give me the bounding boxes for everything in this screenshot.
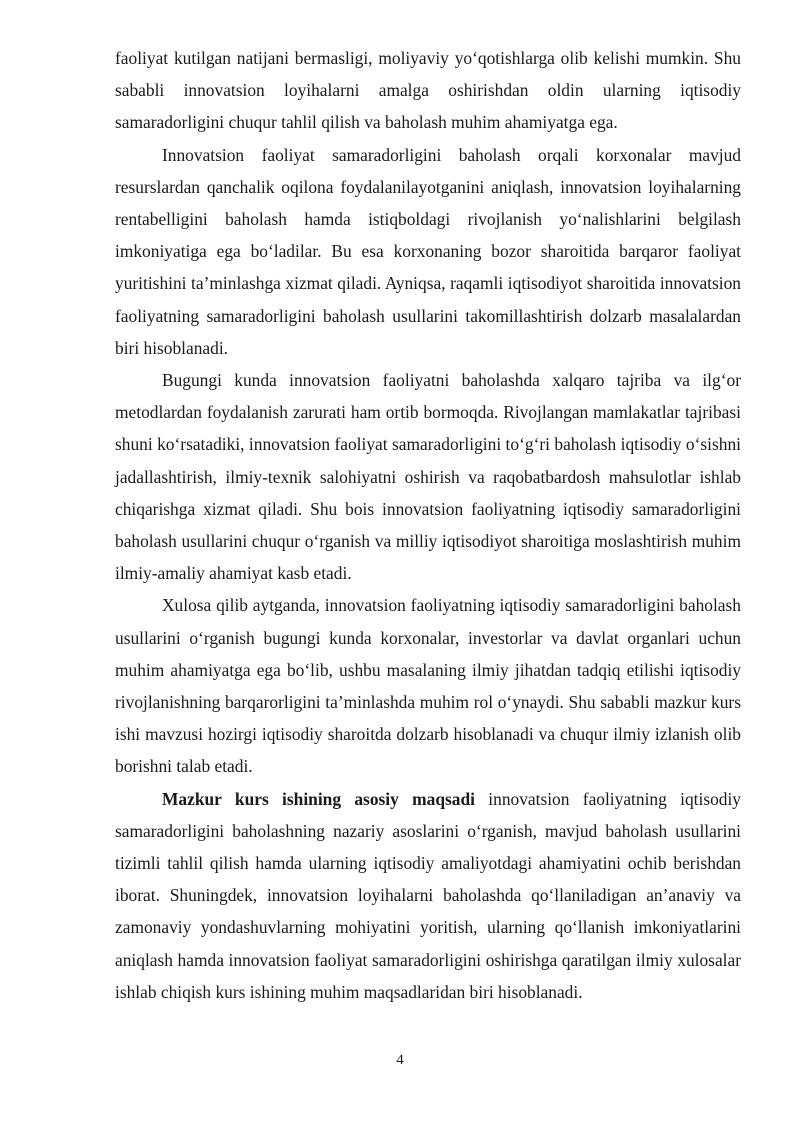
page-number: 4 [396,1052,404,1068]
paragraph-text: faoliyat kutilgan natijani bermasligi, moliyaviy yo‘qotishlarga olib kelishi mumkin. Shu sababli innovatsion loyihalarni amalga oshirishdan oldin ularning iqtisodiy samaradorligini chuqur tahlil qilish va baholash muhim ahamiyatga ega. [115,48,741,133]
paragraph-text: Bugungi kunda innovatsion faoliyatni baholashda xalqaro tajriba va ilg‘or metodlardan foydalanish zarurati ham ortib bormoqda. Rivojlangan mamlakatlar tajribasi shuni ko‘rsatadiki, innovatsion faoliyat samaradorligini to‘g‘ri baholash iqtisodiy o‘sishni jadallashtirish, ilmiy-texnik salohiyatni oshirish va raqobatbardosh mahsulotlar ishlab chiqarishga xizmat qiladi. Shu bois innovatsion faoliyatning iqtisodiy samaradorligini baholash usullarini chuqur o‘rganish va milliy iqtisodiyot sharoitiga moslashtirish muhim ilmiy-amaliy ahamiyat kasb etadi. [115,370,741,584]
paragraph-international-experience [115,364,741,589]
paragraph-text: Innovatsion faoliyat samaradorligini baholash orqali korxonalar mavjud resurslardan qanchalik oqilona foydalanilayotganini aniqlash, innovatsion loyihalarning rentabelligini baholash hamda istiqboldagi rivojlanish yo‘nalishlarini belgilash imkoniyatiga ega bo‘ladilar. Bu esa korxonaning bozor sharoitida barqaror faoliyat yuritishini ta’minlashga xizmat qiladi. Ayniqsa, raqamli iqtisodiyot sharoitida innovatsion faoliyatning samaradorligini baholash usullarini takomillashtirish dolzarb masalalardan biri hisoblanadi. [115,144,741,358]
document-body [115,42,741,1008]
paragraph-main-goal [115,783,741,1008]
paragraph-text: Xulosa qilib aytganda, innovatsion faoliyatning iqtisodiy samaradorligini baholash usullarini o‘rganish bugungi kunda korxonalar, investorlar va davlat organlari uchun muhim ahamiyatga ega bo‘lib, ushbu masalaning ilmiy jihatdan tadqiq etilishi iqtisodiy rivojlanishning barqarorligini ta’minlashda muhim rol o‘ynaydi. Shu sababli mazkur kurs ishi mavzusi hozirgi iqtisodiy sharoitda dolzarb hisoblanadi va chuqur ilmiy izlanish olib borishni talab etadi. [115,595,741,777]
paragraph-continuation [115,42,741,139]
paragraph-evaluation-benefits [115,139,741,364]
paragraph-conclusion [115,589,741,782]
paragraph-text: innovatsion faoliyatning iqtisodiy samaradorligini baholashning nazariy asoslarini o‘rganish, mavjud baholash usullarini tizimli tahlil qilish hamda ularning iqtisodiy amaliyotdagi ahamiyatini ochib berishdan iborat. Shuningdek, innovatsion loyihalarni baholashda qo‘llaniladigan an’anaviy va zamonaviy yondashuvlarning mohiyatini yoritish, ularning qo‘llanish imkoniyatlarini aniqlash hamda innovatsion faoliyat samaradorligini oshirishga qaratilgan ilmiy xulosalar ishlab chiqish kurs ishining muhim maqsadlaridan biri hisoblanadi. [115,788,742,1002]
paragraph-bold-lead: Mazkur kurs ishining asosiy maqsadi [162,788,475,809]
